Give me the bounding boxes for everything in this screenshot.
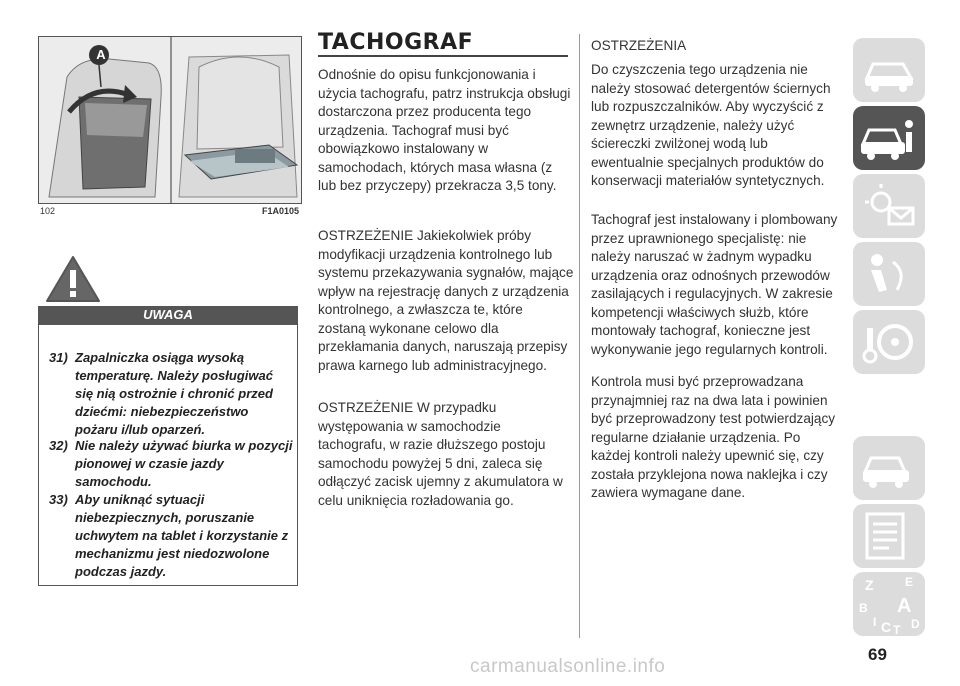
warning-item-number: 31) xyxy=(49,350,68,365)
paragraph: Odnośnie do opisu funkcjonowania i użycia tachografu, patrz instrukcja obsługi dostarczona przez producenta tego urządzenia. Tachograf musi być obowiązkowo instalowany w samochodach, których masa własna (z lub bez przyczepy) przekracza 3,5 tony. xyxy=(318,67,571,193)
section-title: TACHOGRAF xyxy=(318,30,474,55)
car-dashboard-icon xyxy=(853,38,925,102)
warning-box xyxy=(38,324,298,586)
tab-letter: D xyxy=(911,617,920,631)
tab-starting-driving[interactable] xyxy=(853,310,925,374)
paragraph: OSTRZEŻENIE W przypadku występowania w samochodzie tachografu, w razie dłuższego postoju samochodu powyżej 5 dni, zaleca się odłączyć zacisk ujemny z akumulatora w celu uniknięcia rozładowania go. xyxy=(318,400,563,508)
tab-maintenance[interactable] xyxy=(853,504,925,568)
warning-item-number: 33) xyxy=(49,492,68,507)
tab-letter: Z xyxy=(865,577,874,593)
column-divider xyxy=(579,34,580,638)
title-underline xyxy=(318,55,568,57)
warning-lights-icon xyxy=(853,174,925,238)
paragraph: OSTRZEŻENIE Jakiekolwiek próby modyfikacji urządzenia kontrolnego lub systemu przekazywania sygnałów, mające wpływ na rejestrację danych z urządzenia kontrolnego, a zwłaszcza te, które zostaną wykonane celowo dla przekłamania danych, naruszają przepisy prawa karnego lub administracyjnego. xyxy=(318,228,574,373)
figure-number: 102 xyxy=(40,206,56,216)
warning-item xyxy=(49,437,293,491)
airbag-passenger-icon xyxy=(853,242,925,306)
tab-index[interactable] xyxy=(853,572,925,636)
warning-item-text: Nie należy używać biurka w pozycji pionowej w czasie jazdy samochodu. xyxy=(75,438,293,489)
tab-letter: I xyxy=(873,615,877,629)
warning-title: UWAGA xyxy=(38,306,298,324)
warning-item-text: Aby uniknąć sytuacji niebezpiecznych, poruszanie uchwytem na tablet i korzystanie z mechanizmu jest niedozwolone podczas jazdy. xyxy=(75,492,289,579)
figure-seat-tablet-holder xyxy=(38,36,302,204)
warning-item xyxy=(49,491,293,581)
warning-item xyxy=(49,349,293,439)
tab-dashboard[interactable] xyxy=(853,38,925,102)
warning-item-text: Zapalniczka osiąga wysoką temperaturę. Należy posługiwać się nią ostrożnie i chronić przed dziećmi: niebezpieczeństwo pożaru i/lub oparzeń. xyxy=(75,350,273,437)
paragraph: Do czyszczenia tego urządzenia nie należy stosować detergentów ściernych lub rozpuszczalników. Aby wyczyścić z zewnętrz urządzenie, należy użyć ściereczki zwilżonej wodą lub ewentualnie specjalnych produktów do konserwacji materiałów syntetycznych. xyxy=(591,62,831,188)
tab-letter: B xyxy=(859,601,868,615)
page-number: 69 xyxy=(868,645,887,664)
car-emergency-icon xyxy=(853,436,925,500)
steering-wheel-key-icon xyxy=(853,310,925,374)
seat-illustration xyxy=(39,37,301,203)
tab-emergency[interactable] xyxy=(853,436,925,500)
watermark: carmanualsonline.info xyxy=(470,656,666,677)
paragraph-heading: OSTRZEŻENIA xyxy=(591,38,687,53)
tab-letter: C xyxy=(881,619,892,635)
figure-code: F1A0105 xyxy=(262,206,300,216)
warning-item-number: 32) xyxy=(49,438,68,453)
maintenance-list-icon xyxy=(853,504,925,568)
warning-triangle-icon xyxy=(44,254,102,304)
figure-callout-label: A xyxy=(96,47,106,62)
tab-safety[interactable] xyxy=(853,242,925,306)
tab-warning-lights[interactable] xyxy=(853,174,925,238)
paragraph: Kontrola musi być przeprowadzana przynajmniej raz na dwa lata i powinien być przeprowadzony test potwierdzający regularne działanie urządzenia. Po każdej kontroli należy upewnić się, czy została przyklejona nowa naklejka i czy zawiera wymagane dane. xyxy=(591,374,836,500)
tab-letter: E xyxy=(905,575,914,589)
alphabet-index-icon xyxy=(853,572,925,636)
tab-letter: T xyxy=(893,623,901,636)
tab-car-info[interactable] xyxy=(853,106,925,170)
car-info-icon xyxy=(853,106,925,170)
paragraph: Tachograf jest instalowany i plombowany przez uprawnionego specjalistę: nie należy naruszać w żadnym wypadku urządzenia oraz odnośnych przewodów zasilających i regulacyjnych. W zakresie kompetencji właściwych służb, które montowały tachograf, konieczne jest wykonywanie jego regularnych kontroli. xyxy=(591,212,838,357)
tab-letter: A xyxy=(897,595,912,617)
